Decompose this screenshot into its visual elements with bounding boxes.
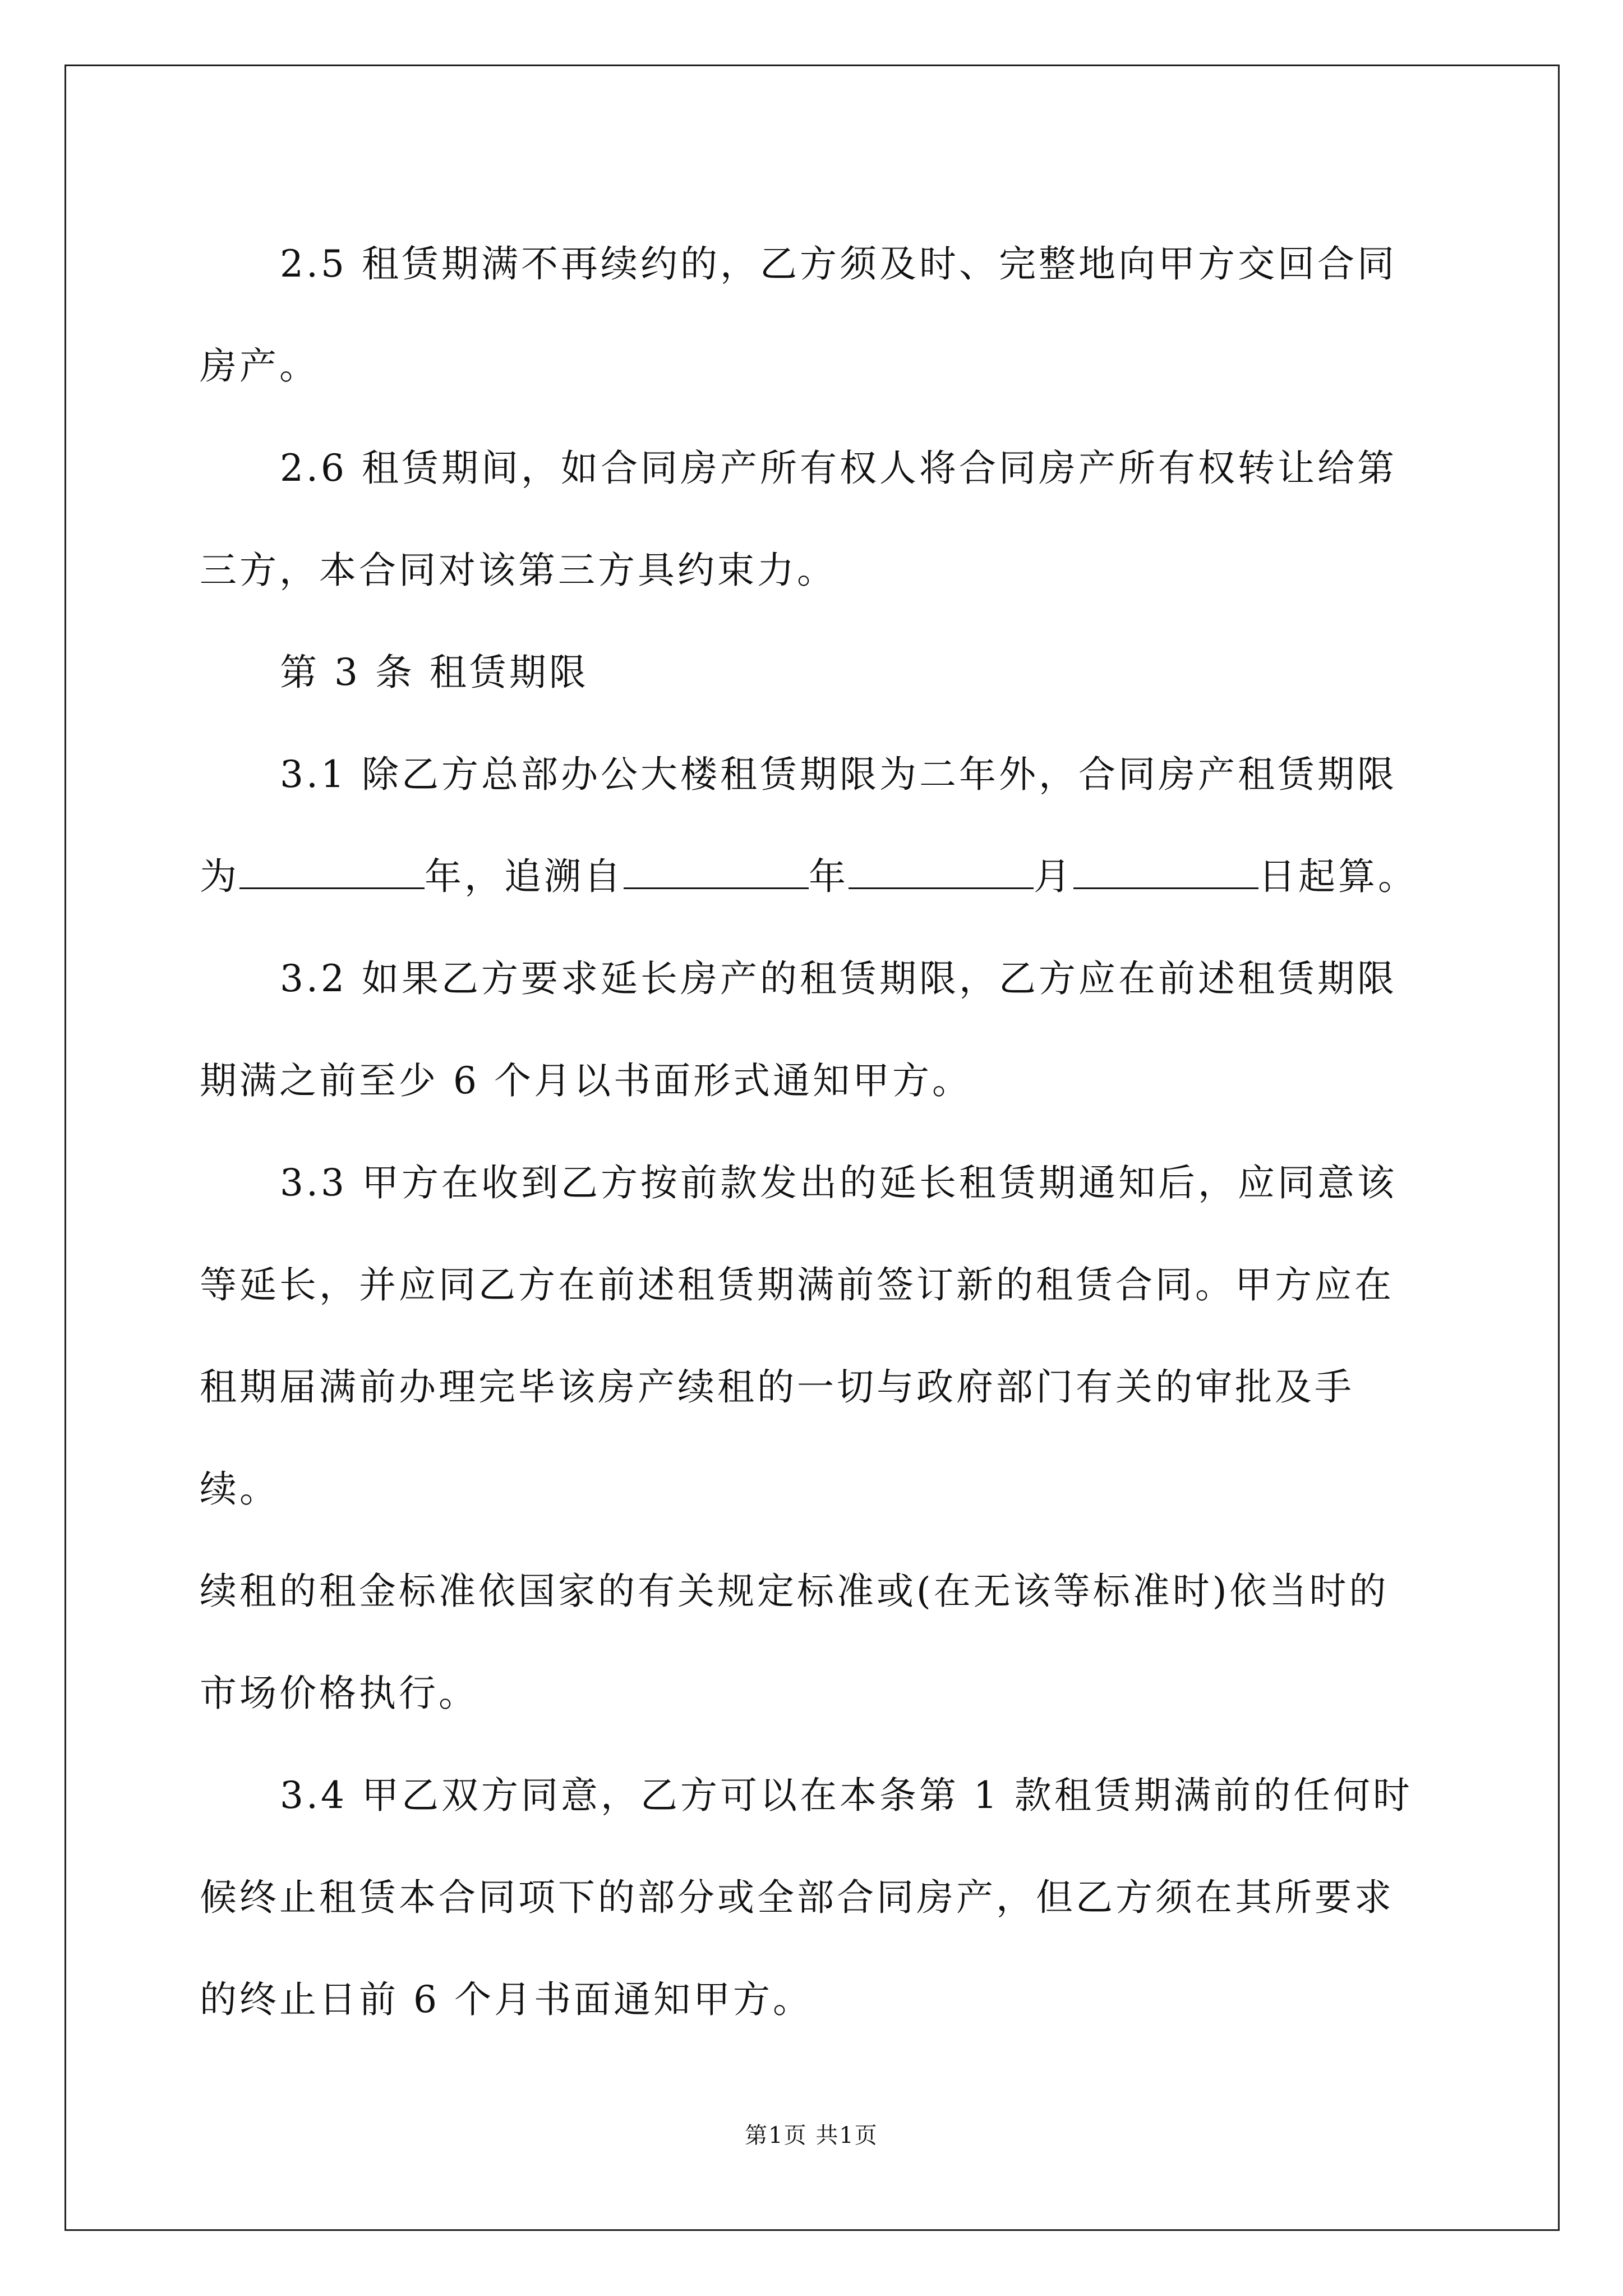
fill-in-blank-start-day[interactable] [1073,855,1258,889]
text-line: 三方，本合同对该第三方具约束力。 [200,549,837,592]
clause-3-4 [200,1745,1428,2051]
text-line: 3.4 甲乙双方同意，乙方可以在本条第 1 款租赁期满前的任何时 [280,1774,1413,1817]
text-line: 3.1 除乙方总部办公大楼租赁期限为二年外，合同房产租赁期限 [280,753,1397,796]
text-line: 房产。 [200,344,319,388]
text-fragment: 为 [200,855,239,898]
fill-in-blank-years[interactable] [239,855,425,889]
text-line-with-blanks [200,826,1428,928]
text-line: 3.2 如果乙方要求延长房产的租赁期限，乙方应在前述租赁期限 [280,957,1397,1000]
clause-3-1 [200,724,1428,928]
article-3-heading [200,622,1428,724]
document-body [200,213,1428,2051]
text-line: 2.5 租赁期满不再续约的，乙方须及时、完整地向甲方交回合同 [280,242,1397,286]
fill-in-blank-start-year[interactable] [624,855,809,889]
text-line: 3.3 甲方在收到乙方按前款发出的延长租赁期通知后，应同意该 [280,1161,1397,1204]
text-line: 市场价格执行。 [200,1672,478,1715]
text-line: 租期届满前办理完毕该房产续租的一切与政府部门有关的审批及手续。 [200,1365,1354,1511]
text-line: 2.6 租赁期间，如合同房产所有权人将合同房产所有权转让给第 [280,447,1397,490]
text-fragment: 年，追溯自 [425,855,624,898]
clause-3-2 [200,928,1428,1132]
text-line: 期满之前至少 6 个月以书面形式通知甲方。 [200,1059,972,1102]
text-line: 等延长，并应同乙方在前述租赁期满前签订新的租赁合同。甲方应在 [200,1263,1394,1306]
text-fragment: 年 [809,855,849,898]
fill-in-blank-start-month[interactable] [849,855,1034,889]
clause-2-6 [200,417,1428,622]
clause-3-3 [200,1132,1428,1745]
page-number-footer: 第1页 共1页 [745,2123,878,2148]
text-fragment: 日起算。 [1258,855,1418,898]
text-line: 候终止租赁本合同项下的部分或全部合同房产，但乙方须在其所要求 [200,1876,1394,1919]
text-line: 的终止日前 6 个月书面通知甲方。 [200,1978,813,2021]
heading-text: 第 3 条 租赁期限 [280,651,589,694]
clause-2-5 [200,213,1428,417]
text-fragment: 月 [1034,855,1073,898]
text-line: 续租的租金标准依国家的有关规定标准或(在无该等标准时)依当时的 [200,1570,1389,1613]
